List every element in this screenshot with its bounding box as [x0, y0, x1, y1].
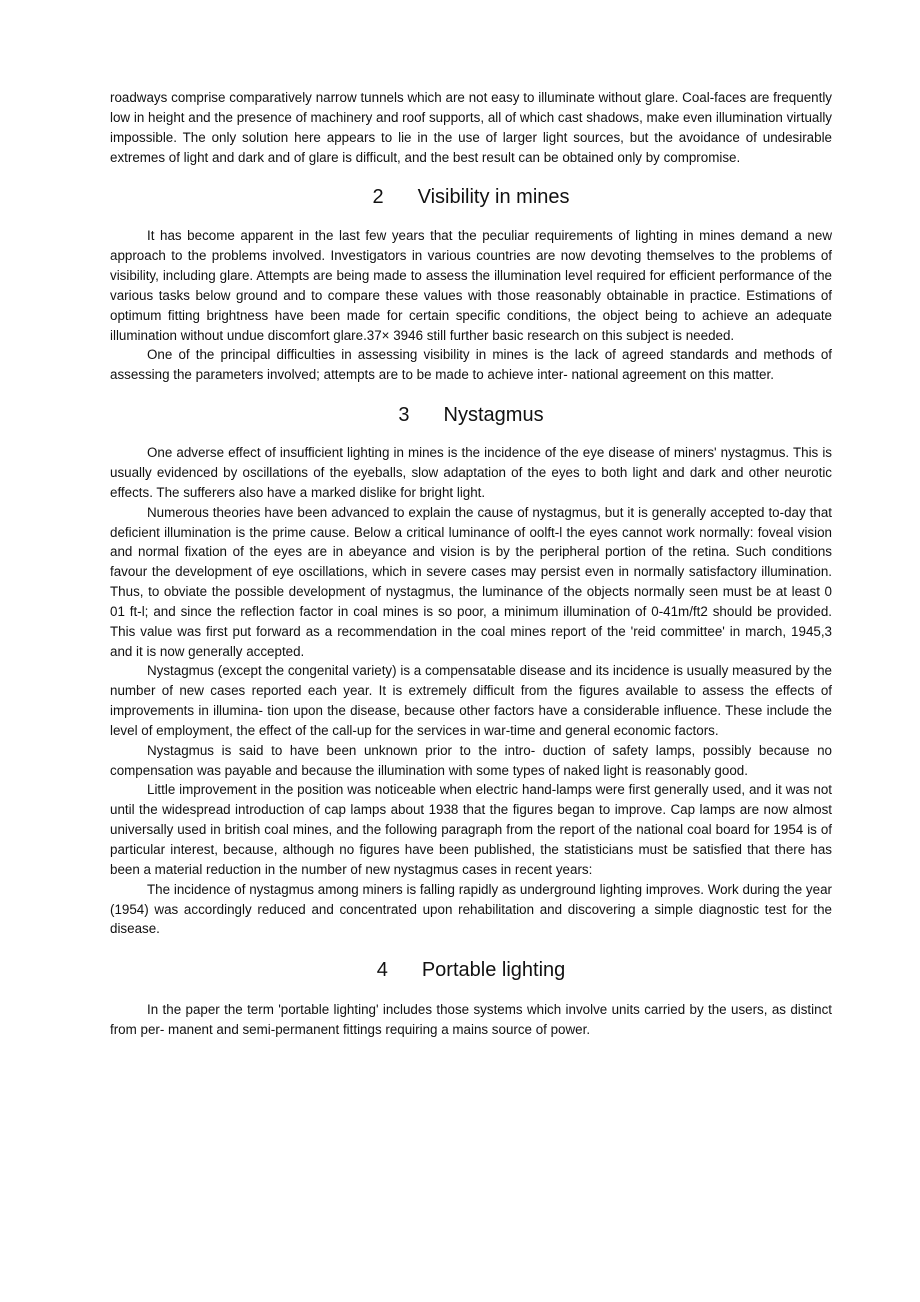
- paragraph: In the paper the term 'portable lighting' includes those systems which involve units carried by the users, as distinct from per- manent and semi-permanent fittings requiring a mains source of power.: [110, 1002, 832, 1038]
- paragraph: Nystagmus (except the congenital variety) is a compensatable disease and its incidence is usually measured by the number of new cases reported each year. It is extremely difficult from the figures available to assess the effects of improvements in illumina- tion upon the disease, because other factors have a considerable influence. These include the level of employment, the effect of the call-up for the services in war-time and general economic factors.: [110, 663, 832, 738]
- document-page: [110, 88, 832, 1040]
- section-heading-portable-lighting: [110, 957, 832, 983]
- section-title: Visibility in mines: [417, 186, 570, 209]
- section-heading-nystagmus: [110, 402, 832, 428]
- paragraph: Numerous theories have been advanced to explain the cause of nystagmus, but it is generally accepted to-day that deficient illumination is the prime cause. Below a critical luminance of oolft-l the eyes cannot work normally: foveal vision and normal fixation of the eyes are in abeyance and vision is by the peripheral portion of the retina. Such conditions favour the development of eye oscillations, which in severe cases may persist even in normally satisfactory illumination. Thus, to obviate the possible development of nystagmus, the luminance of the objects normally seen must be at least 0 01 ft-l; and since the reflection factor in coal mines is so poor, a minimum illumination of 0-41m/ft2 should be provided. This value was first put forward as a recommendation in the coal mines report of the 'reid committee' in march, 1945,3 and it is now generally accepted.: [110, 504, 832, 659]
- section-heading-visibility: [110, 184, 832, 210]
- paragraph: Nystagmus is said to have been unknown prior to the intro- duction of safety lamps, possibly because no compensation was payable and because the illumination with some types of naked light is reasonably good.: [110, 742, 832, 778]
- paragraph: The incidence of nystagmus among miners is falling rapidly as underground lighting improves. Work during the year (1954) was accordingly reduced and concentrated upon rehabilitation and discovering a simple diagnostic test for the disease.: [110, 881, 832, 937]
- section-number: 2: [372, 186, 384, 209]
- section-number: 3: [398, 404, 410, 427]
- intro-paragraph: roadways comprise comparatively narrow tunnels which are not easy to illuminate without glare. Coal-faces are frequently low in height and the presence of machinery and roof supports, all of which cast shadows, make even illumination virtually impossible. The only solution here appears to lie in the use of larger light sources, but the avoidance of undesirable extremes of light and dark and of glare is difficult, and the best result can be obtained only by compromise.: [110, 90, 832, 165]
- paragraph: Little improvement in the position was noticeable when electric hand-lamps were first generally used, and it was not until the widespread introduction of cap lamps about 1938 that the figures began to improve. Cap lamps are now almost universally used in british coal mines, and the following paragraph from the report of the national coal board for 1954 is of particular interest, because, although no figures have been published, the statisticians must be satisfied that there has been a material reduction in the number of new nystagmus cases in recent years:: [110, 782, 832, 877]
- section-number: 4: [376, 959, 388, 982]
- section-title: Nystagmus: [443, 404, 544, 427]
- paragraph: One adverse effect of insufficient lighting in mines is the incidence of the eye disease of miners' nystagmus. This is usually evidenced by oscillations of the eyeballs, slow adaptation of the eyes to both light and dark and other neurotic effects. The sufferers also have a marked dislike for bright light.: [110, 445, 832, 500]
- section-title: Portable lighting: [421, 959, 566, 982]
- paragraph: It has become apparent in the last few years that the peculiar requirements of lighting in mines demand a new approach to the problems involved. Investigators in various countries are now devoting themselves to the problems of visibility, including glare. Attempts are being made to assess the illumination level required for efficient performance of the various tasks below ground and to compare these values with those reasonably obtainable in practice. Estimations of optimum fitting brightness have been made for certain specific conditions, the object being to achieve an adequate illumination without undue discomfort glare.37× 3946 still further basic research on this subject is needed.: [110, 228, 832, 343]
- paragraph: One of the principal difficulties in assessing visibility in mines is the lack of agreed standards and methods of assessing the parameters involved; attempts are to be made to achieve inter- national agreement on this matter.: [110, 347, 832, 383]
